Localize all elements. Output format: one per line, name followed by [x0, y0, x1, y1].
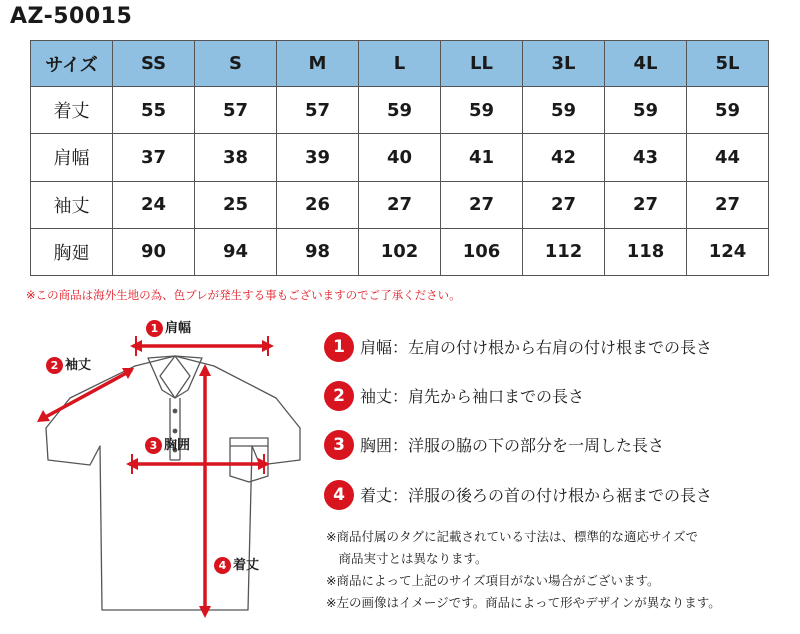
shirt-diagram	[30, 310, 320, 626]
length-label-text: 着丈	[233, 558, 260, 573]
note-line: ※商品付属のタグに記載されている寸法は、標準的な適応サイズで	[326, 529, 698, 544]
note-line: ※商品によって上記のサイズ項目がない場合がございます。	[326, 573, 660, 588]
header-m: M	[277, 41, 359, 87]
table-cell: 59	[359, 87, 441, 134]
chest-number-badge: 3	[145, 437, 162, 454]
table-cell: 25	[195, 181, 277, 228]
table-cell: 43	[605, 134, 687, 181]
table-cell: 59	[605, 87, 687, 134]
table-cell: 27	[359, 181, 441, 228]
length-number-badge: 4	[214, 557, 231, 574]
length-label	[214, 554, 259, 574]
sleeve-number-badge: 2	[46, 357, 63, 374]
table-cell: 41	[441, 134, 523, 181]
table-cell: 106	[441, 228, 523, 275]
table-row	[31, 228, 769, 275]
row-label: 胸廻	[31, 228, 113, 275]
notes-block	[326, 526, 721, 614]
table-row	[31, 181, 769, 228]
table-cell: 112	[523, 228, 605, 275]
header-3l: 3L	[523, 41, 605, 87]
table-row	[31, 134, 769, 181]
chest-label-text: 胸囲	[164, 438, 191, 453]
header-s: S	[195, 41, 277, 87]
note-line: ※左の画像はイメージです。商品によって形やデザインが異なります。	[326, 595, 721, 610]
table-cell: 55	[113, 87, 195, 134]
header-ss: SS	[113, 41, 195, 87]
color-variation-notice: ※この商品は海外生地の為、色ブレが発生する事もございますのでご了承ください。	[26, 288, 461, 302]
table-header-row	[31, 41, 769, 87]
table-cell: 57	[195, 87, 277, 134]
shoulder-number-badge: 1	[146, 320, 163, 337]
table-cell: 98	[277, 228, 359, 275]
row-label: 肩幅	[31, 134, 113, 181]
table-cell: 27	[523, 181, 605, 228]
product-code-title: AZ-50015	[10, 4, 133, 29]
sleeve-label-text: 袖丈	[65, 358, 92, 373]
legend-number-badge: 3	[324, 430, 354, 460]
note-line: 商品実寸とは異なります。	[326, 551, 488, 566]
table-cell: 59	[687, 87, 769, 134]
shoulder-label	[146, 317, 191, 337]
legend-text: 着丈：洋服の後ろの首の付け根から裾までの長さ	[360, 486, 713, 505]
legend-number-badge: 4	[324, 480, 354, 510]
shoulder-label-text: 肩幅	[165, 321, 192, 336]
table-cell: 57	[277, 87, 359, 134]
legend-text: 胸囲：洋服の脇の下の部分を一周した長さ	[360, 436, 665, 455]
table-cell: 27	[441, 181, 523, 228]
legend-number-badge: 1	[324, 332, 354, 362]
table-cell: 27	[687, 181, 769, 228]
table-cell: 40	[359, 134, 441, 181]
header-l: L	[359, 41, 441, 87]
legend-text: 袖丈：肩先から袖口までの長さ	[360, 387, 585, 406]
table-cell: 38	[195, 134, 277, 181]
table-cell: 39	[277, 134, 359, 181]
table-cell: 59	[441, 87, 523, 134]
table-cell: 124	[687, 228, 769, 275]
row-label: 袖丈	[31, 181, 113, 228]
table-cell: 42	[523, 134, 605, 181]
table-row	[31, 87, 769, 134]
table-cell: 44	[687, 134, 769, 181]
chest-label	[145, 434, 190, 454]
header-4l: 4L	[605, 41, 687, 87]
table-cell: 24	[113, 181, 195, 228]
table-cell: 37	[113, 134, 195, 181]
table-cell: 118	[605, 228, 687, 275]
table-cell: 94	[195, 228, 277, 275]
table-cell: 102	[359, 228, 441, 275]
row-label: 着丈	[31, 87, 113, 134]
table-cell: 59	[523, 87, 605, 134]
legend-text: 肩幅：左肩の付け根から右肩の付け根までの長さ	[360, 338, 713, 357]
table-cell: 26	[277, 181, 359, 228]
header-5l: 5L	[687, 41, 769, 87]
legend-number-badge: 2	[324, 381, 354, 411]
sleeve-label	[46, 354, 91, 374]
header-ll: LL	[441, 41, 523, 87]
table-cell: 27	[605, 181, 687, 228]
size-table	[30, 40, 769, 276]
table-cell: 90	[113, 228, 195, 275]
header-size: サイズ	[31, 41, 113, 87]
